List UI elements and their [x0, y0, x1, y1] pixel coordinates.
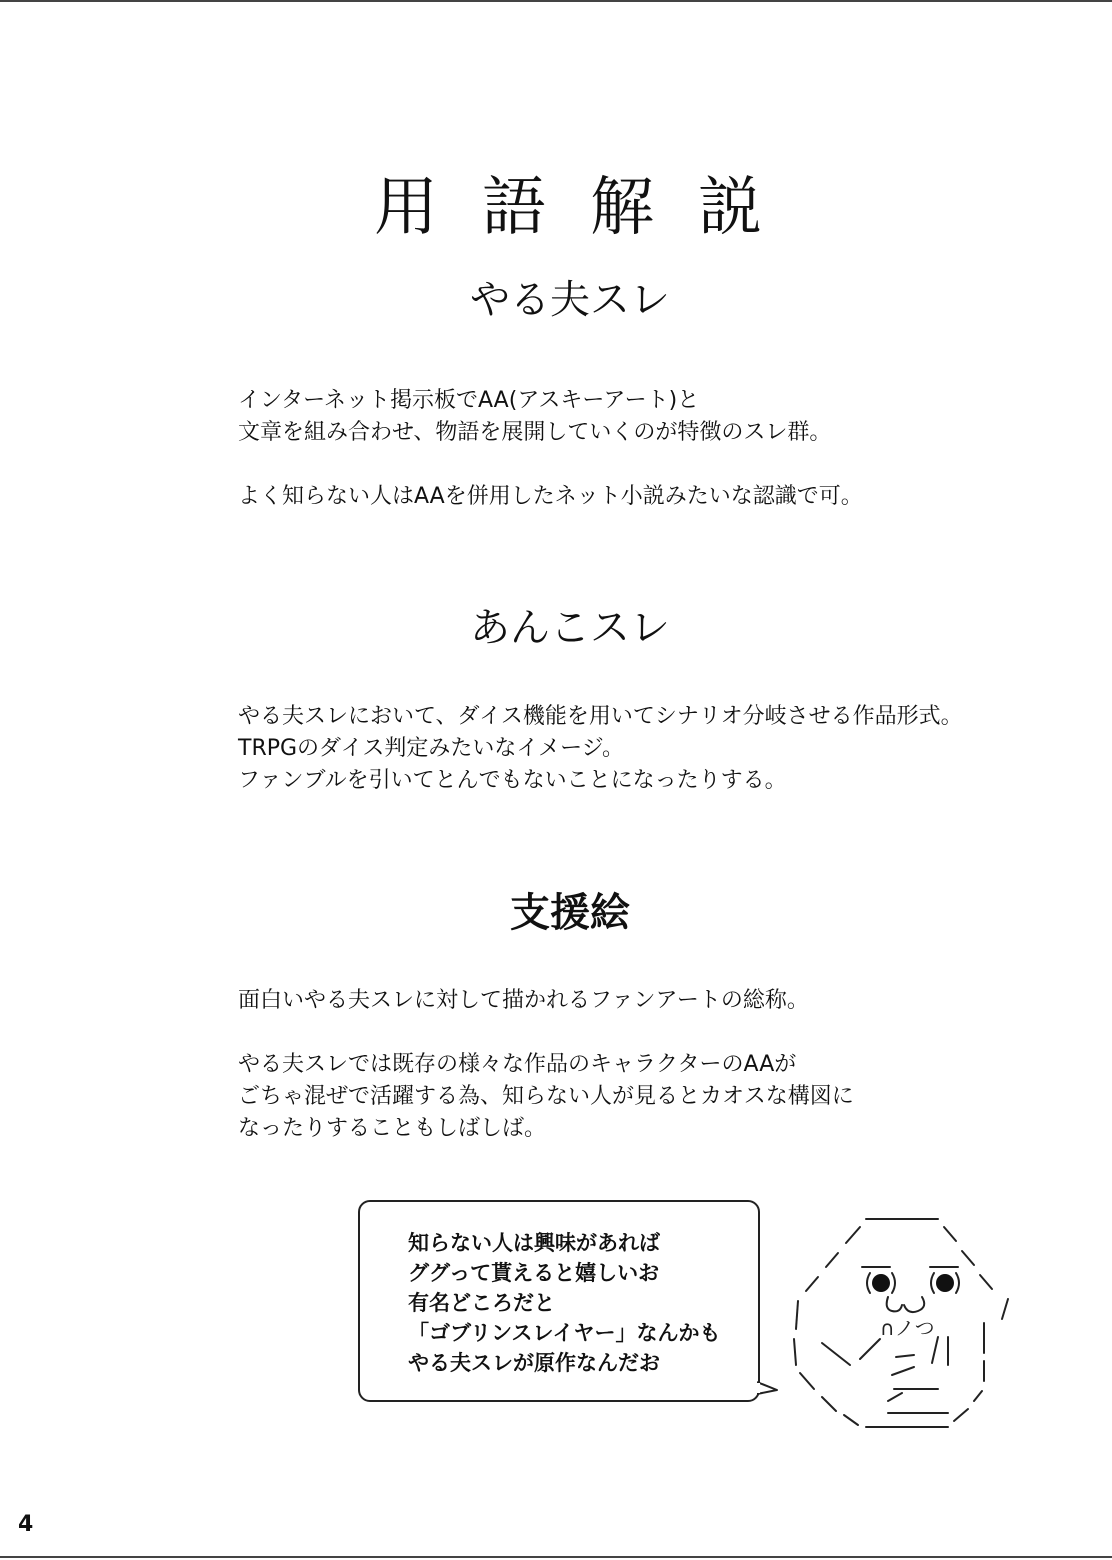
paragraph-line: 面白いやる夫スレに対して描かれるファンアートの総称。	[238, 988, 809, 1013]
paragraph-line: TRPGのダイス判定みたいなイメージ。	[238, 736, 624, 761]
yaruo-aa-character-icon	[788, 1205, 1018, 1435]
section-heading-support-art: 支援絵	[510, 890, 630, 936]
bubble-line: 知らない人は興味があれば	[408, 1231, 660, 1255]
section-body-support-art	[238, 985, 1018, 1145]
paragraph-line: やる夫スレにおいて、ダイス機能を用いてシナリオ分岐させる作品形式。	[238, 704, 963, 729]
character-mouth: ∩ノつ	[880, 1316, 935, 1340]
speech-bubble-tail-icon	[757, 1380, 779, 1396]
page-title: 用語解説	[374, 171, 806, 245]
paragraph-line: やる夫スレでは既存の様々な作品のキャラクターのAAが	[238, 1052, 797, 1077]
paragraph-line: なったりすることもしばしば。	[238, 1116, 547, 1141]
bubble-line: やる夫スレが原作なんだお	[408, 1351, 660, 1375]
page-number: 4	[18, 1512, 34, 1537]
bottom-border	[0, 1556, 1112, 1558]
section-heading-yaruo-thread: やる夫スレ	[470, 277, 670, 323]
paragraph-line: ファンブルを引いてとんでもないことになったりする。	[238, 768, 787, 793]
section-body-yaruo-thread	[238, 385, 1018, 513]
speech-bubble-text	[408, 1228, 720, 1378]
bubble-line: ググって貰えると嬉しいお	[408, 1261, 660, 1285]
paragraph-line: よく知らない人はAAを併用したネット小説みたいな認識で可。	[238, 484, 863, 509]
bubble-line: 「ゴブリンスレイヤー」なんかも	[408, 1321, 721, 1345]
section-body-anko-thread	[238, 701, 1018, 797]
top-border	[0, 0, 1112, 2]
section-heading-anko-thread: あんこスレ	[470, 605, 670, 651]
paragraph-line: ごちゃ混ぜで活躍する為、知らない人が見るとカオスな構図に	[238, 1084, 854, 1109]
bubble-line: 有名どころだと	[408, 1291, 555, 1315]
paragraph-line: 文章を組み合わせ、物語を展開していくのが特徴のスレ群。	[238, 420, 832, 445]
paragraph-line: インターネット掲示板でAA(アスキーアート)と	[238, 388, 700, 413]
